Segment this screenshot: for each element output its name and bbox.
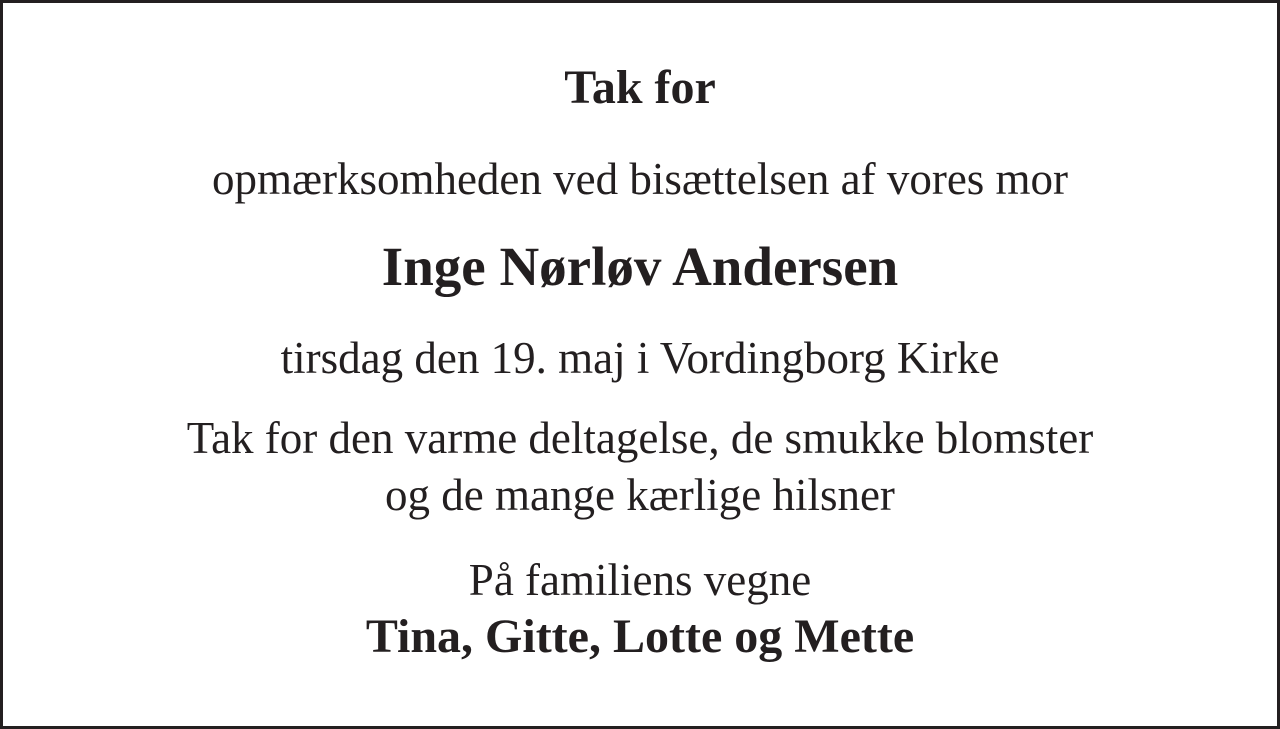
signers-names: Tina, Gitte, Lotte og Mette — [365, 610, 915, 663]
notice-heading: Tak for — [564, 61, 716, 114]
thanks-line-2: og de mange kærlige hilsner — [385, 470, 895, 520]
notice-intro: opmærksomheden ved bisættelsen af vores mor — [211, 154, 1069, 204]
on-behalf-text: På familiens vegne — [468, 555, 812, 605]
thanks-line-1: Tak for den varme deltagelse, de smukke blomster — [186, 413, 1094, 463]
deceased-name: Inge Nørløv Andersen — [381, 236, 899, 297]
ceremony-details: tirsdag den 19. maj i Vordingborg Kirke — [280, 333, 1000, 383]
